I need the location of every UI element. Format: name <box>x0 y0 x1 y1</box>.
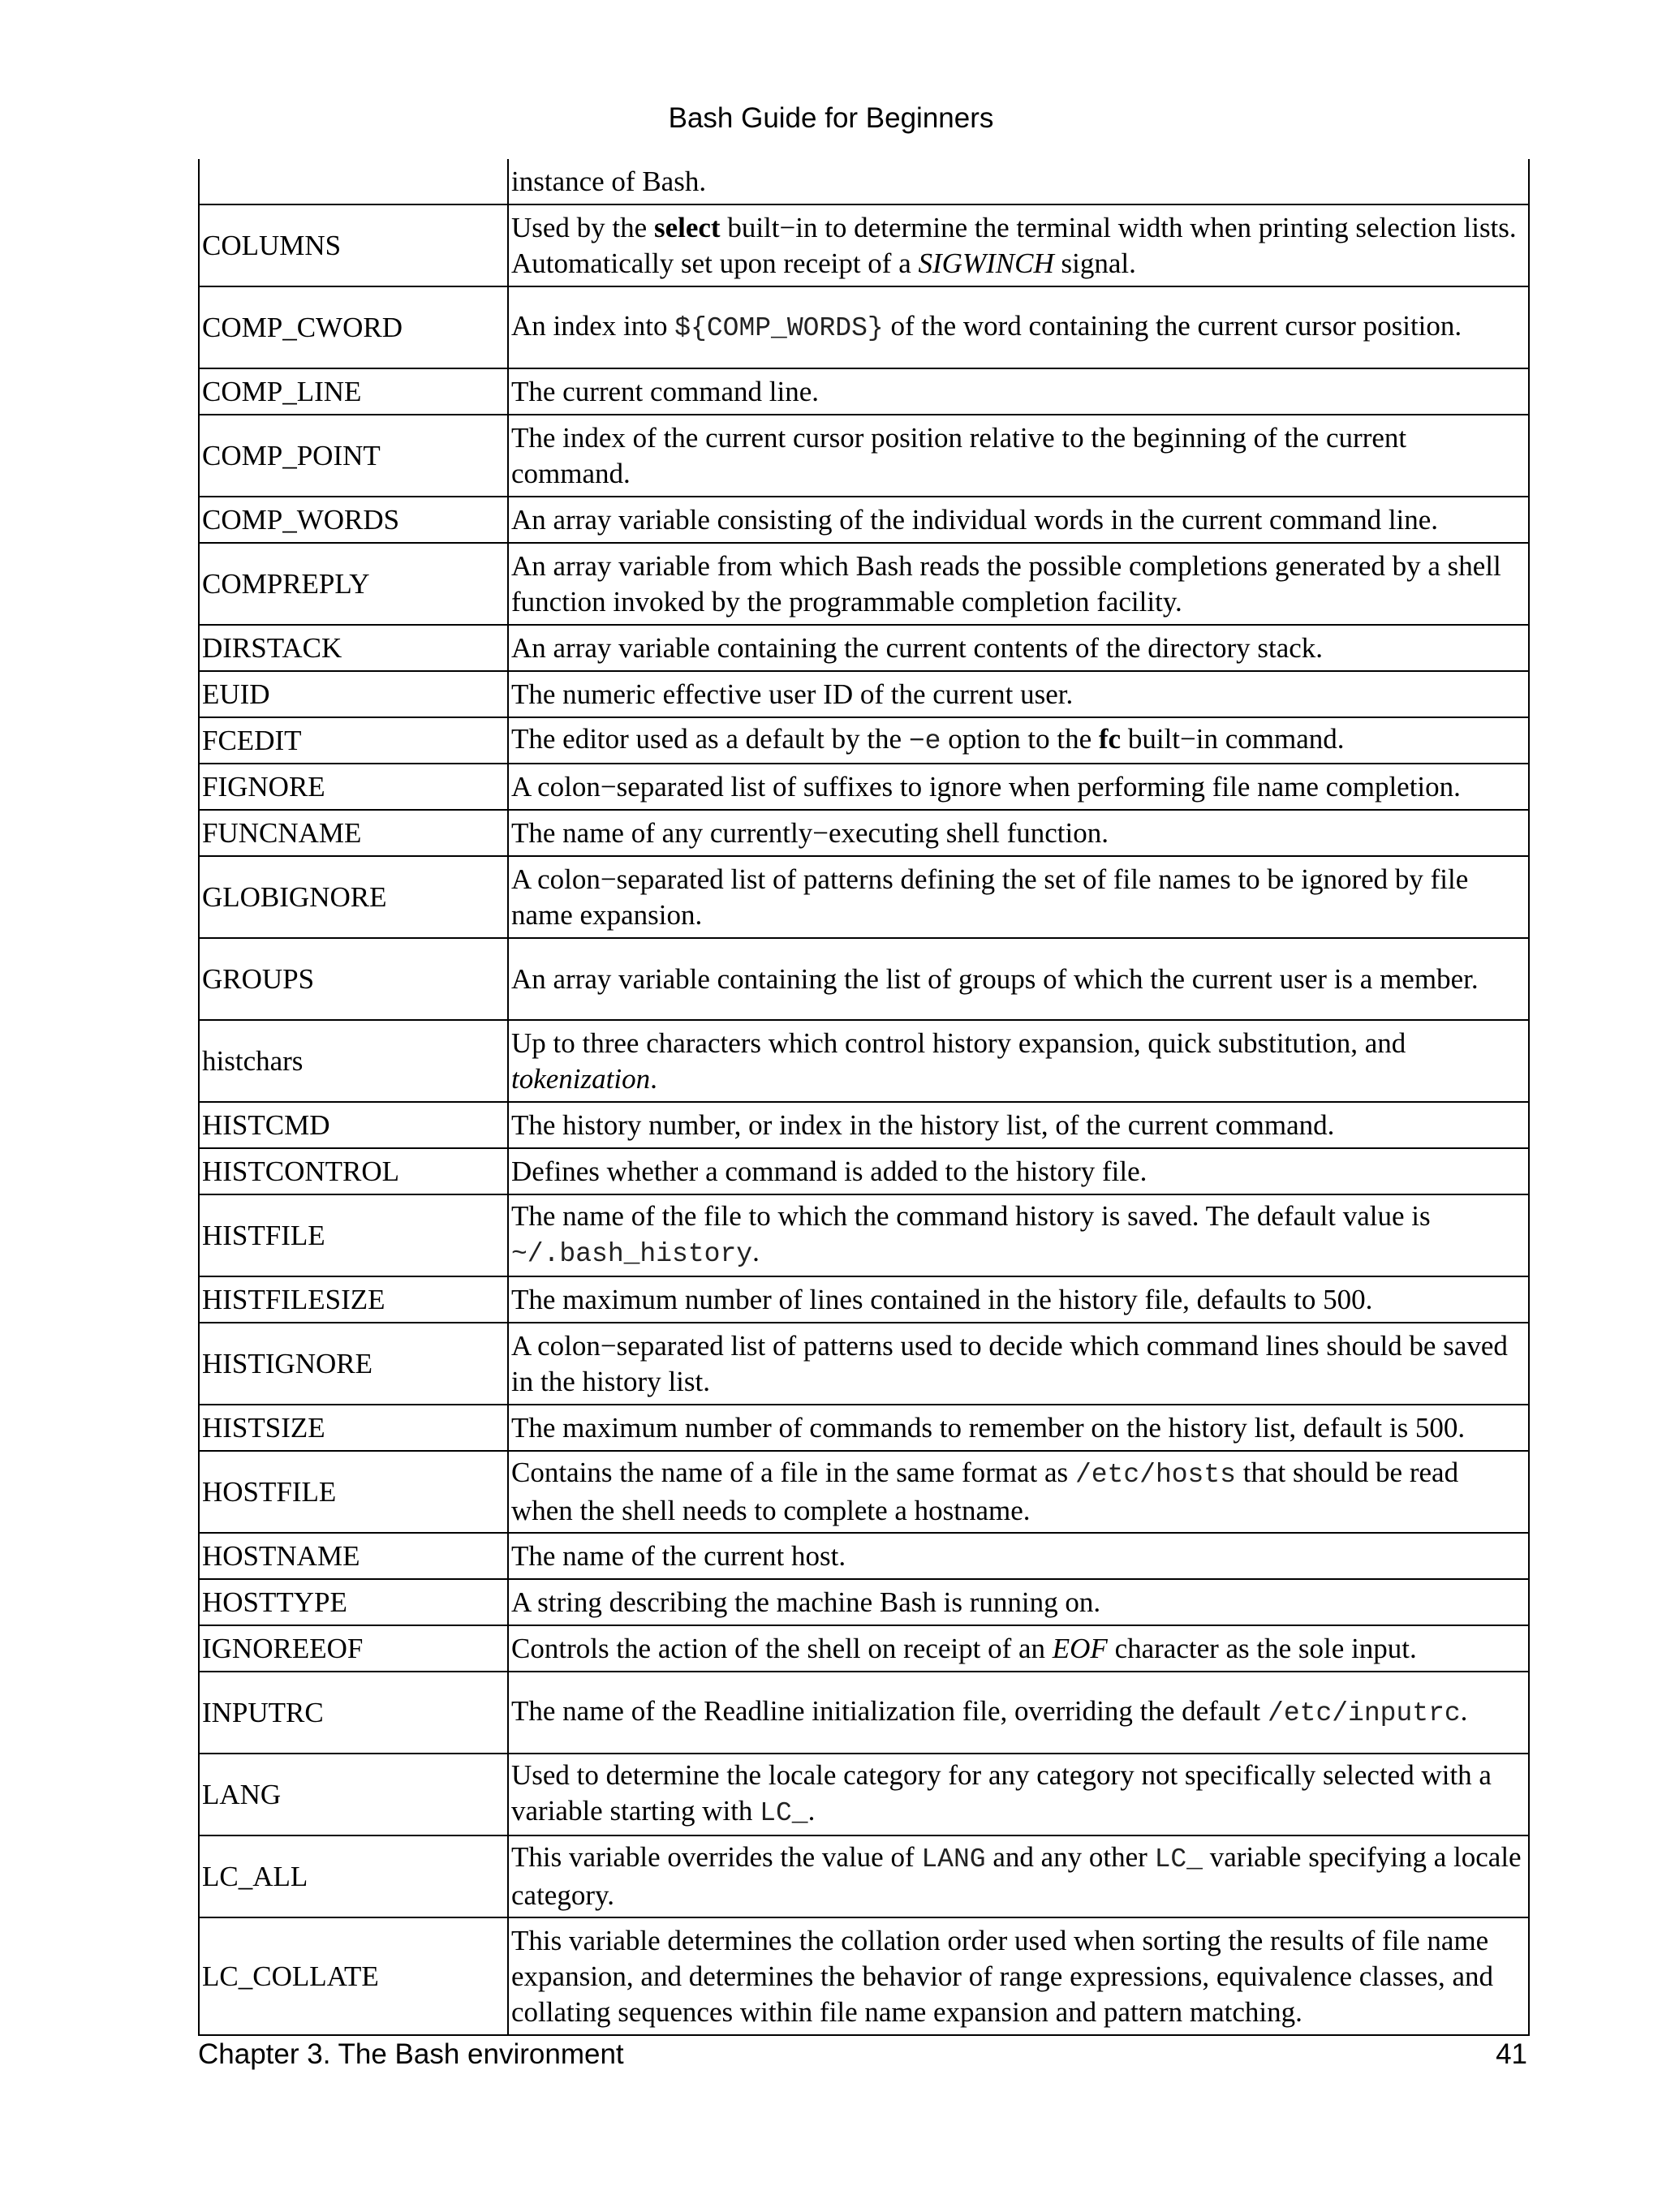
table-row <box>199 368 1529 415</box>
variable-name: COMP_CWORD <box>199 286 508 368</box>
chapter-footer: Chapter 3. The Bash environment <box>198 2038 624 2070</box>
table-row <box>199 1672 1529 1754</box>
variable-name: FCEDIT <box>199 717 508 764</box>
table-row <box>199 204 1529 286</box>
table-row <box>199 1579 1529 1625</box>
page-number: 41 <box>1496 2038 1527 2070</box>
table-row <box>199 810 1529 856</box>
variable-description: The numeric effective user ID of the current user. <box>508 671 1529 717</box>
variable-description: The history number, or index in the history list, of the current command. <box>508 1102 1529 1148</box>
table-row <box>199 1194 1529 1276</box>
variable-name: HISTFILESIZE <box>199 1276 508 1323</box>
variable-description: Controls the action of the shell on receipt of an EOF character as the sole input. <box>508 1625 1529 1672</box>
variable-name: LANG <box>199 1754 508 1835</box>
variable-name: GROUPS <box>199 938 508 1020</box>
table-row <box>199 764 1529 810</box>
variable-description: This variable determines the collation order used when sorting the results of file name expansion, and determines the behavior of range expressions, equivalence classes, and collating sequences within file name expansion and pattern matching. <box>508 1917 1529 2035</box>
variable-name: COLUMNS <box>199 204 508 286</box>
table-row <box>199 543 1529 625</box>
variable-name: HISTFILE <box>199 1194 508 1276</box>
variable-description: instance of Bash. <box>508 159 1529 204</box>
variable-name: COMP_WORDS <box>199 497 508 543</box>
variable-name: HISTCMD <box>199 1102 508 1148</box>
table-row <box>199 415 1529 497</box>
table-row <box>199 1533 1529 1579</box>
variable-name: INPUTRC <box>199 1672 508 1754</box>
variable-name: histchars <box>199 1020 508 1102</box>
page-header: Bash Guide for Beginners <box>668 102 994 134</box>
variable-name: HISTCONTROL <box>199 1148 508 1194</box>
variable-name: FUNCNAME <box>199 810 508 856</box>
variable-name: COMP_POINT <box>199 415 508 497</box>
variable-description: An array variable consisting of the individual words in the current command line. <box>508 497 1529 543</box>
table-row <box>199 625 1529 671</box>
variable-name: HOSTTYPE <box>199 1579 508 1625</box>
table-row <box>199 938 1529 1020</box>
table-row <box>199 671 1529 717</box>
variable-name: DIRSTACK <box>199 625 508 671</box>
variable-description: A colon−separated list of patterns used to decide which command lines should be saved in the history list. <box>508 1323 1529 1405</box>
table-row <box>199 1917 1529 2035</box>
table-row <box>199 717 1529 764</box>
variable-description: The name of the Readline initialization file, overriding the default /etc/inputrc. <box>508 1672 1529 1754</box>
variable-name: FIGNORE <box>199 764 508 810</box>
variable-description: Up to three characters which control history expansion, quick substitution, and tokenization. <box>508 1020 1529 1102</box>
variable-name: HISTIGNORE <box>199 1323 508 1405</box>
variable-description: The maximum number of lines contained in the history file, defaults to 500. <box>508 1276 1529 1323</box>
table-row <box>199 286 1529 368</box>
table-row <box>199 1835 1529 1917</box>
variable-description: Defines whether a command is added to the history file. <box>508 1148 1529 1194</box>
table-row <box>199 1323 1529 1405</box>
table-row <box>199 1451 1529 1533</box>
variable-description: An array variable from which Bash reads the possible completions generated by a shell function invoked by the programmable completion facility. <box>508 543 1529 625</box>
variable-description: The maximum number of commands to remember on the history list, default is 500. <box>508 1405 1529 1451</box>
variable-description: Contains the name of a file in the same format as /etc/hosts that should be read when the shell needs to complete a hostname. <box>508 1451 1529 1533</box>
variable-description: The name of any currently−executing shell function. <box>508 810 1529 856</box>
variable-description: The name of the file to which the command history is saved. The default value is ~/.bash_history. <box>508 1194 1529 1276</box>
variable-description: The current command line. <box>508 368 1529 415</box>
variable-name: HOSTFILE <box>199 1451 508 1533</box>
table-row <box>199 1405 1529 1451</box>
table-row <box>199 159 1529 204</box>
variable-name: LC_ALL <box>199 1835 508 1917</box>
table-row <box>199 1102 1529 1148</box>
variable-name: COMPREPLY <box>199 543 508 625</box>
table-row <box>199 1276 1529 1323</box>
variables-table <box>198 159 1530 2036</box>
variable-name: COMP_LINE <box>199 368 508 415</box>
variable-description: An array variable containing the list of groups of which the current user is a member. <box>508 938 1529 1020</box>
table-row <box>199 1148 1529 1194</box>
table-row <box>199 1020 1529 1102</box>
table-row <box>199 856 1529 938</box>
table-row <box>199 1754 1529 1835</box>
variable-name: EUID <box>199 671 508 717</box>
table-row <box>199 1625 1529 1672</box>
variable-description: The name of the current host. <box>508 1533 1529 1579</box>
table-row <box>199 497 1529 543</box>
variable-description: The index of the current cursor position relative to the beginning of the current command. <box>508 415 1529 497</box>
variable-description: This variable overrides the value of LANG and any other LC_ variable specifying a locale category. <box>508 1835 1529 1917</box>
variable-description: An index into ${COMP_WORDS} of the word containing the current cursor position. <box>508 286 1529 368</box>
variable-description: An array variable containing the current contents of the directory stack. <box>508 625 1529 671</box>
variable-description: Used to determine the locale category for any category not specifically selected with a variable starting with LC_. <box>508 1754 1529 1835</box>
variable-description: A string describing the machine Bash is running on. <box>508 1579 1529 1625</box>
variable-name: GLOBIGNORE <box>199 856 508 938</box>
variable-description: A colon−separated list of patterns defining the set of file names to be ignored by file name expansion. <box>508 856 1529 938</box>
variable-name: HOSTNAME <box>199 1533 508 1579</box>
variable-name: IGNOREEOF <box>199 1625 508 1672</box>
variable-name <box>199 159 508 204</box>
variable-description: The editor used as a default by the −e option to the fc built−in command. <box>508 717 1529 764</box>
variable-description: A colon−separated list of suffixes to ignore when performing file name completion. <box>508 764 1529 810</box>
variable-description: Used by the select built−in to determine the terminal width when printing selection lists. Automatically set upon receipt of a SIGWINCH signal. <box>508 204 1529 286</box>
variable-name: LC_COLLATE <box>199 1917 508 2035</box>
variable-name: HISTSIZE <box>199 1405 508 1451</box>
